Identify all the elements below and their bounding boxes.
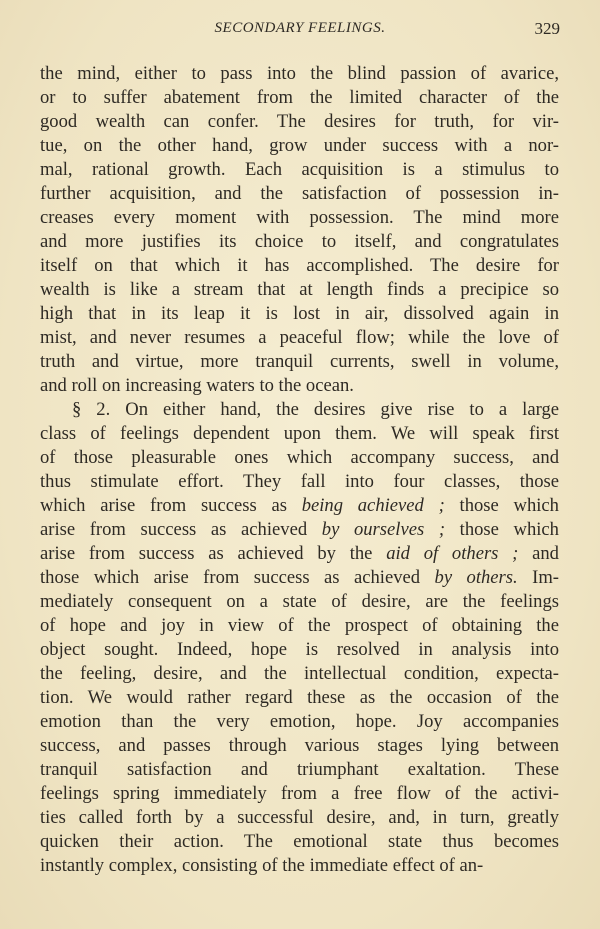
text-line xyxy=(40,62,559,86)
text-line xyxy=(40,230,559,254)
text-segment: mal, rational growth. Each acquisition is a stimulus to xyxy=(40,159,559,180)
text-line xyxy=(40,710,559,734)
text-line-content xyxy=(40,374,559,398)
text-segment: further acquisition, and the satisfaction of possession in- xyxy=(40,183,559,204)
running-title: SECONDARY FEELINGS. xyxy=(214,20,386,36)
text-line xyxy=(40,782,559,806)
text-line xyxy=(40,830,559,854)
text-line-content xyxy=(40,686,559,710)
text-segment: creases every moment with possession. The mind more xyxy=(40,207,559,228)
text-line-content xyxy=(40,710,559,734)
text-segment: instantly complex, consisting of the immediate effect of an- xyxy=(40,855,484,876)
text-segment: mediately consequent on a state of desire, are the feelings xyxy=(40,591,559,612)
text-line-content xyxy=(40,758,559,782)
text-line-content xyxy=(40,806,559,830)
text-segment: object sought. Indeed, hope is resolved in analysis into xyxy=(40,639,559,660)
text-line xyxy=(40,494,559,518)
text-line xyxy=(40,446,559,470)
text-segment: those which arise from success as achieved xyxy=(40,567,435,588)
text-line xyxy=(40,302,559,326)
italic-text: being achieved ; xyxy=(301,495,445,516)
text-line xyxy=(40,350,559,374)
text-segment: of those pleasurable ones which accompany success, and xyxy=(40,447,559,468)
text-line-content xyxy=(40,422,559,446)
text-segment: Im- xyxy=(517,567,559,588)
text-segment: success, and passes through various stages lying between xyxy=(40,735,559,756)
italic-text: by others. xyxy=(434,567,518,588)
paragraph xyxy=(40,62,559,398)
text-segment: those which xyxy=(444,495,559,516)
text-line xyxy=(40,206,559,230)
text-segment: high that in its leap it is lost in air, dissolved again in xyxy=(40,303,559,324)
text-segment: emotion than the very emotion, hope. Joy accompanies xyxy=(40,711,559,732)
text-segment: class of feelings dependent upon them. We will speak first xyxy=(40,423,559,444)
text-line xyxy=(40,662,559,686)
text-line-content xyxy=(40,566,559,590)
page-number: 329 xyxy=(534,19,560,38)
text-segment: mist, and never resumes a peaceful flow; while the love of xyxy=(40,327,559,348)
text-line-content xyxy=(40,302,559,326)
text-line xyxy=(40,758,559,782)
text-segment: § 2. On either hand, the desires give rise to a large xyxy=(72,399,559,420)
text-segment: and roll on increasing waters to the ocean. xyxy=(40,375,354,396)
text-line xyxy=(40,638,559,662)
text-segment: thus stimulate effort. They fall into four classes, those xyxy=(40,471,559,492)
text-line-content xyxy=(40,254,559,278)
text-line-content xyxy=(40,830,559,854)
text-segment: arise from success as achieved xyxy=(40,519,322,540)
text-segment: the mind, either to pass into the blind passion of avarice, xyxy=(40,63,559,84)
text-line-content xyxy=(40,158,559,182)
text-line-content xyxy=(72,398,559,422)
text-line-content xyxy=(40,86,559,110)
text-line xyxy=(40,686,559,710)
text-line xyxy=(40,614,559,638)
text-segment: quicken their action. The emotional state thus becomes xyxy=(40,831,559,852)
text-line-content xyxy=(40,614,559,638)
text-segment: or to suffer abatement from the limited character of the xyxy=(40,87,559,108)
text-line-content xyxy=(40,662,559,686)
text-line xyxy=(40,398,559,422)
text-line-content xyxy=(40,110,559,134)
text-line xyxy=(40,278,559,302)
text-line-content xyxy=(40,230,559,254)
text-line-content xyxy=(40,446,559,470)
text-line-content xyxy=(40,734,559,758)
body-text xyxy=(40,62,559,878)
text-line-content xyxy=(40,590,559,614)
text-line xyxy=(40,182,559,206)
text-line-content xyxy=(40,782,559,806)
text-line xyxy=(40,134,559,158)
text-segment: feelings spring immediately from a free flow of the activi- xyxy=(40,783,559,804)
text-line-content xyxy=(40,206,559,230)
text-segment: of hope and joy in view of the prospect of obtaining the xyxy=(40,615,559,636)
text-line xyxy=(40,86,559,110)
text-segment: which arise from success as xyxy=(40,495,302,516)
text-segment: arise from success as achieved by the xyxy=(40,543,387,564)
text-line xyxy=(40,158,559,182)
text-line-content xyxy=(40,350,559,374)
text-line-content xyxy=(40,638,559,662)
text-segment: the feeling, desire, and the intellectual condition, expecta- xyxy=(40,663,559,684)
text-line xyxy=(40,254,559,278)
text-line-content xyxy=(40,542,559,566)
italic-text: by ourselves ; xyxy=(321,519,446,540)
text-segment: and more justifies its choice to itself, and congratulates xyxy=(40,231,559,252)
text-segment: wealth is like a stream that at length finds a precipice so xyxy=(40,279,559,300)
text-line xyxy=(40,374,559,398)
text-line xyxy=(40,590,559,614)
text-line-content xyxy=(40,326,559,350)
text-line-content xyxy=(40,494,559,518)
text-segment: itself on that which it has accomplished. The desire for xyxy=(40,255,559,276)
text-line-content xyxy=(40,278,559,302)
text-segment: tranquil satisfaction and triumphant exaltation. These xyxy=(40,759,559,780)
text-line xyxy=(40,470,559,494)
text-segment: tue, on the other hand, grow under success with a nor- xyxy=(40,135,559,156)
text-line-content xyxy=(40,470,559,494)
text-line xyxy=(40,422,559,446)
text-segment: and xyxy=(518,543,559,564)
text-segment: truth and virtue, more tranquil currents, swell in volume, xyxy=(40,351,559,372)
paragraph xyxy=(40,398,559,878)
page-header xyxy=(40,18,560,42)
text-line-content xyxy=(40,182,559,206)
italic-text: aid of others ; xyxy=(386,543,519,564)
text-line xyxy=(40,518,559,542)
text-segment: tion. We would rather regard these as the occasion of the xyxy=(40,687,559,708)
text-line xyxy=(40,110,559,134)
text-line xyxy=(40,566,559,590)
text-line xyxy=(40,806,559,830)
text-segment: good wealth can confer. The desires for truth, for vir- xyxy=(40,111,559,132)
text-line-content xyxy=(40,134,559,158)
text-line-content xyxy=(40,62,559,86)
text-line-content xyxy=(40,518,559,542)
text-line xyxy=(40,542,559,566)
text-segment: those which xyxy=(445,519,559,540)
text-line xyxy=(40,854,559,878)
text-segment: ties called forth by a successful desire, and, in turn, greatly xyxy=(40,807,559,828)
text-line-content xyxy=(40,854,559,878)
text-line xyxy=(40,734,559,758)
text-line xyxy=(40,326,559,350)
